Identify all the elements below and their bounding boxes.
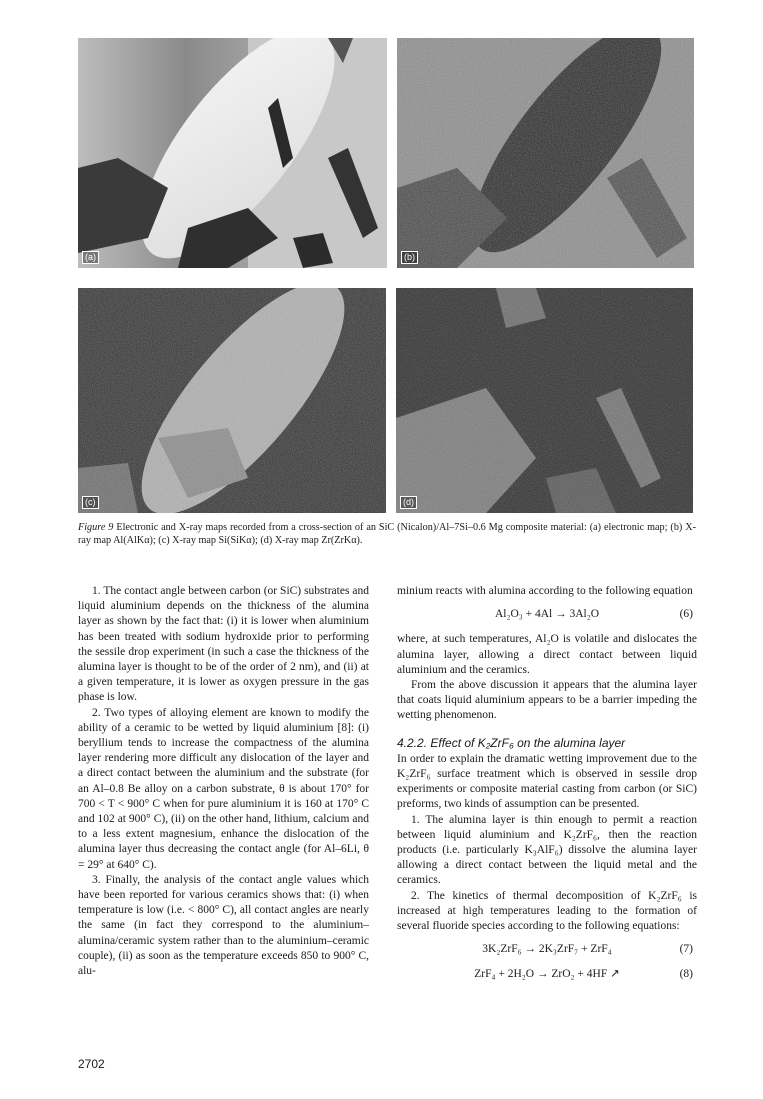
- paragraph-item-3: 3. Finally, the analysis of the contact angle values which have been reported for various ceramics shows that: (i) when temperature is low (i.e. < 800° C), all contact angles are nearly the same (in fact they correspond to the aluminium–alumina/ceramic system rather than to the aluminium–ceramic couple), (ii) as soon as the temperature exceeds 850 to 900° C, alu-: [78, 873, 369, 978]
- equation-7-body: 3K₂ZrF₆ → 2K₃ZrF₇ + ZrF₄: [482, 943, 612, 956]
- figure-panel-b: [397, 38, 694, 268]
- right-column: [397, 584, 697, 993]
- xray-map-zr-image: [396, 288, 693, 513]
- paragraph-section-intro: In order to explain the dramatic wetting improvement due to the K₂ZrF₆ surface treatment which is observed in sessile drop experiments or composite material casting from carbon (or SiC) preforms, two kinds of assumption can be presented.: [397, 752, 697, 811]
- xray-map-si-image: [78, 288, 386, 513]
- equation-7-number: (7): [679, 943, 693, 956]
- paragraph-assumption-1: 1. The alumina layer is thin enough to permit a reaction between liquid aluminium and K₂ZrF₆, then the reaction products (i.e. particularly K₃AlF₆) dissolve the alumina layer allowing a direct contact between the liquid metal and the ceramics.: [397, 813, 697, 887]
- paragraph-where: where, at such temperatures, Al₂O is volatile and dislocates the alumina layer, allowing a direct contact between liquid aluminium and the ceramics.: [397, 633, 697, 676]
- left-column: [78, 584, 369, 979]
- panel-label-a: (a): [82, 251, 99, 264]
- panel-label-c: (c): [82, 496, 99, 509]
- equation-8-number: (8): [679, 968, 693, 981]
- paragraph-assumption-2: 2. The kinetics of thermal decomposition of K₂ZrF₆ is increased at high temperatures leading to the formation of several fluoride species according to the following equations:: [397, 889, 697, 933]
- panel-label-b: (b): [401, 251, 418, 264]
- equation-8-body: ZrF₄ + 2H₂O → ZrO₂ + 4HF ↗: [474, 968, 620, 981]
- equation-6-body: Al₂O₃ + 4Al → 3Al₂O: [494, 608, 600, 621]
- paragraph-item-2: 2. Two types of alloying element are known to modify the ability of a ceramic to be wetted by liquid aluminium [8]: (i) beryllium tends to increase the compactness of the alumina layer rendering more difficult any dislocation of the layer and a direct contact between the aluminium and the substrate (for an Al–0.8 Be alloy on a carbon substrate, θ is about 170° for 700 < T < 900° C when for pure aluminium it is 160 at 170° C and 102 at 900° C), (ii) on the other hand, lithium, calcium and to a less extent magnesium, enhance the dislocation of the alumina layer thus decreasing the contact angle (for Al–6Li, θ = 29° at 640° C).: [78, 706, 369, 871]
- figure-caption: [78, 521, 696, 547]
- figure-panel-a: [78, 38, 387, 268]
- equation-7: [397, 942, 697, 957]
- paragraph-continuation: minium reacts with alumina according to the following equation: [397, 585, 693, 597]
- figure-panel-c: [78, 288, 386, 513]
- equation-8: [397, 967, 697, 982]
- page-number: 2702: [78, 1057, 105, 1071]
- figure-caption-text: Electronic and X-ray maps recorded from a cross-section of an SiC (Nicalon)/Al–7Si–0.6 Mg composite material: (a) electronic map; (b) X-ray map Al(AlKα); (c) X-ray map Si(SiKα); (d) X-ray map Zr(ZrKα).: [78, 522, 697, 546]
- electron-map-image: [78, 38, 387, 268]
- figure-caption-lead: Figure 9: [78, 522, 114, 533]
- section-heading: 4.2.2. Effect of K₂ZrF₆ on the alumina layer: [397, 735, 626, 750]
- paragraph-item-1: 1. The contact angle between carbon (or SiC) substrates and liquid aluminium depends on the thickness of the alumina layer as shown by the fact that: (i) it is lower when aluminium has been treated with sodium hydroxide prior to performing the sessile drop experiment (in such a case the thickness of the alumina layer is thought to be of the order of 2 nm), and (ii) at a given temperature, it is lower as oxygen pressure in the gas phase is low.: [78, 585, 369, 704]
- equation-6-number: (6): [679, 608, 693, 621]
- equation-6: [397, 607, 697, 622]
- xray-map-al-image: [397, 38, 694, 268]
- panel-label-d: (d): [400, 496, 417, 509]
- figure-panel-d: [396, 288, 693, 513]
- paragraph-discussion: From the above discussion it appears that the alumina layer that coats liquid aluminium appears to be a barrier impeding the wetting phenomenon.: [397, 679, 697, 722]
